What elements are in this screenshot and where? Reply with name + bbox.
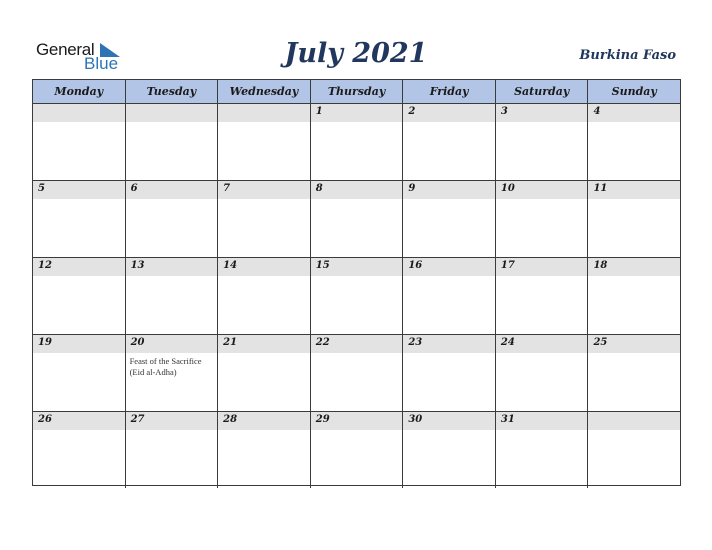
- day-number: 24: [500, 337, 515, 348]
- day-number: 7: [223, 183, 231, 194]
- day-number: 10: [500, 183, 515, 194]
- day-cell: [126, 335, 219, 411]
- day-cell: [588, 412, 680, 488]
- day-number: 22: [315, 337, 330, 348]
- day-cell: [126, 412, 219, 488]
- weekday-friday: Friday: [403, 80, 496, 103]
- weekday-tuesday: Tuesday: [126, 80, 219, 103]
- day-cell: [218, 335, 311, 411]
- day-cell: [126, 104, 219, 180]
- day-number: 23: [408, 337, 423, 348]
- day-number: 8: [315, 183, 323, 194]
- day-number: 18: [593, 260, 608, 271]
- day-cell: [496, 104, 589, 180]
- day-number: 27: [130, 414, 145, 425]
- day-cell: [33, 104, 126, 180]
- day-number: 11: [593, 183, 608, 194]
- day-number: 12: [38, 260, 52, 271]
- day-cell: [588, 104, 680, 180]
- week-row-5: [33, 412, 680, 488]
- week-row-3: [33, 258, 680, 335]
- day-number: 17: [500, 260, 515, 271]
- weekday-monday: Monday: [33, 80, 126, 103]
- weekday-thursday: Thursday: [311, 80, 404, 103]
- day-number: 31: [500, 414, 515, 425]
- day-cell: [311, 412, 404, 488]
- logo-word-general: General: [36, 40, 95, 59]
- day-cell: [33, 181, 126, 257]
- calendar-title: July 2021: [284, 38, 428, 69]
- calendar-grid: [32, 79, 681, 486]
- day-number: 21: [223, 337, 238, 348]
- day-number: 19: [38, 337, 52, 348]
- day-cell: [496, 181, 589, 257]
- day-cell: [496, 335, 589, 411]
- day-cell: [33, 412, 126, 488]
- day-number: 28: [223, 414, 238, 425]
- week-row-4: [33, 335, 680, 412]
- day-cell: [403, 258, 496, 334]
- day-cell: [311, 258, 404, 334]
- day-number: 2: [408, 106, 416, 117]
- day-cell: [403, 335, 496, 411]
- holiday-event: Feast of the Sacrifice (Eid al-Adha): [129, 356, 202, 377]
- day-number: 9: [408, 183, 416, 194]
- weekday-sunday: Sunday: [611, 85, 657, 98]
- day-cell: [126, 258, 219, 334]
- week-row-2: [33, 181, 680, 258]
- day-cell: [218, 412, 311, 488]
- logo-word-blue: Blue: [84, 54, 119, 73]
- day-number: 14: [223, 260, 238, 271]
- day-cell: [496, 412, 589, 488]
- day-number: 25: [593, 337, 608, 348]
- day-cell: [403, 181, 496, 257]
- day-cell: [403, 104, 496, 180]
- day-cell: [588, 258, 680, 334]
- day-number: 3: [500, 106, 508, 117]
- day-number: 20: [130, 337, 145, 348]
- country-label: Burkina Faso: [579, 48, 676, 63]
- day-cell: [33, 258, 126, 334]
- day-cell: [496, 258, 589, 334]
- day-number: 1: [315, 106, 323, 117]
- day-cell: [218, 181, 311, 257]
- day-cell: [218, 258, 311, 334]
- weekday-wednesday: Wednesday: [218, 80, 311, 103]
- day-cell: [218, 104, 311, 180]
- day-number: 30: [408, 414, 423, 425]
- day-number: 15: [315, 260, 330, 271]
- day-number: 6: [130, 183, 138, 194]
- day-cell: [588, 181, 680, 257]
- day-cell: [311, 104, 404, 180]
- day-number: 29: [315, 414, 330, 425]
- weekday-saturday: Saturday: [496, 80, 589, 103]
- day-number: 16: [408, 260, 423, 271]
- week-row-1: [33, 104, 680, 181]
- day-number: 13: [130, 260, 145, 271]
- day-cell: [311, 181, 404, 257]
- day-number: 4: [593, 106, 601, 117]
- day-cell: [126, 181, 219, 257]
- day-number: 5: [38, 183, 45, 194]
- day-cell: [311, 335, 404, 411]
- day-cell: [33, 335, 126, 411]
- day-cell: [403, 412, 496, 488]
- day-cell: [588, 335, 680, 411]
- weekday-header-row: [33, 80, 680, 104]
- day-number: 26: [38, 414, 52, 425]
